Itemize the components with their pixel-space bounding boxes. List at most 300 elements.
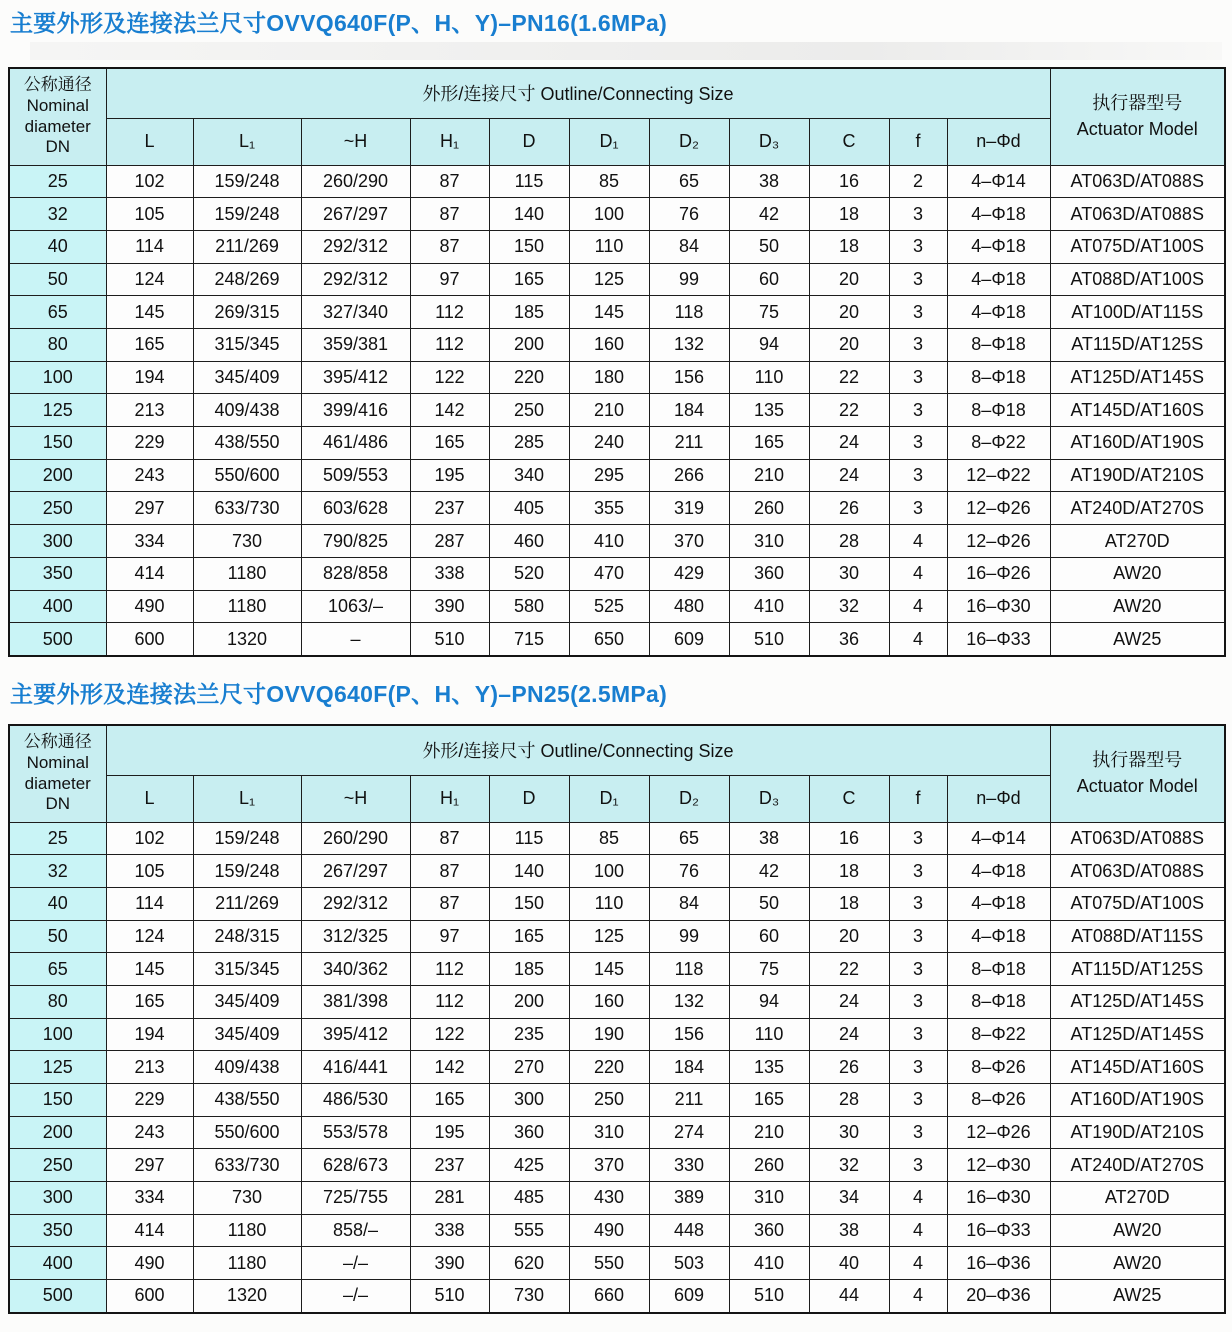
dimension-value-cell: 160	[569, 985, 649, 1018]
dimension-value-cell: 438/550	[193, 427, 301, 460]
dimension-value-cell: 297	[106, 1149, 193, 1182]
dn-value-cell: 100	[9, 361, 106, 394]
dimension-value-cell: 409/438	[193, 394, 301, 427]
dimension-value-cell: 312/325	[301, 920, 410, 953]
dimension-value-cell: 87	[410, 855, 489, 888]
actuator-model-cell: AT063D/AT088S	[1050, 855, 1225, 888]
dimension-value-cell: 490	[106, 590, 193, 623]
table-row	[9, 1280, 1225, 1313]
dimension-value-cell: 24	[809, 427, 889, 460]
actuator-model-cell: AW25	[1050, 623, 1225, 656]
dimension-col-header-6: D₂	[649, 118, 729, 165]
dimension-value-cell: 8–Φ26	[947, 1084, 1050, 1117]
dn-value-cell: 50	[9, 263, 106, 296]
dimension-value-cell: 190	[569, 1018, 649, 1051]
dimension-value-cell: 87	[410, 165, 489, 198]
dimension-value-cell: 509/553	[301, 459, 410, 492]
dimension-value-cell: 145	[106, 296, 193, 329]
actuator-model-cell: AT063D/AT088S	[1050, 165, 1225, 198]
dimension-value-cell: 416/441	[301, 1051, 410, 1084]
actuator-model-cell: AT075D/AT100S	[1050, 887, 1225, 920]
actuator-model-cell: AT063D/AT088S	[1050, 822, 1225, 855]
pn16-dimension-table	[8, 67, 1226, 657]
table-row	[9, 263, 1225, 296]
table-row	[9, 985, 1225, 1018]
actuator-header-line: 执行器型号	[1092, 93, 1183, 114]
dimension-value-cell: 20	[809, 263, 889, 296]
dimension-value-cell: 16–Φ36	[947, 1247, 1050, 1280]
dimension-value-cell: 390	[410, 590, 489, 623]
dimension-value-cell: 75	[729, 953, 809, 986]
dimension-value-cell: 345/409	[193, 361, 301, 394]
dimension-value-cell: 165	[489, 263, 569, 296]
dimension-value-cell: 730	[193, 1182, 301, 1215]
dimension-value-cell: 285	[489, 427, 569, 460]
dimension-value-cell: 24	[809, 985, 889, 1018]
dimension-value-cell: 180	[569, 361, 649, 394]
dimension-value-cell: 460	[489, 525, 569, 558]
dn-value-cell: 100	[9, 1018, 106, 1051]
table-row	[9, 165, 1225, 198]
dimension-value-cell: 165	[410, 1084, 489, 1117]
actuator-model-cell: AT190D/AT210S	[1050, 1116, 1225, 1149]
table-row	[9, 1018, 1225, 1051]
dimension-col-header-10: n–Φd	[947, 118, 1050, 165]
dimension-value-cell: 38	[729, 165, 809, 198]
dimension-value-cell: 20	[809, 329, 889, 362]
dimension-value-cell: 30	[809, 557, 889, 590]
dimension-value-cell: 24	[809, 1018, 889, 1051]
dimension-col-header-9: f	[889, 775, 947, 822]
dimension-value-cell: 297	[106, 492, 193, 525]
dimension-value-cell: 1180	[193, 590, 301, 623]
dimension-value-cell: 4–Φ14	[947, 165, 1050, 198]
dimension-value-cell: 110	[729, 361, 809, 394]
dimension-value-cell: 145	[569, 296, 649, 329]
table-row	[9, 296, 1225, 329]
dimension-value-cell: 8–Φ18	[947, 329, 1050, 362]
dimension-value-cell: 405	[489, 492, 569, 525]
dimension-value-cell: 633/730	[193, 1149, 301, 1182]
pn16-section	[8, 10, 1224, 657]
table-row	[9, 1149, 1225, 1182]
dimension-value-cell: 165	[106, 329, 193, 362]
dimension-value-cell: 390	[410, 1247, 489, 1280]
actuator-model-cell: AT240D/AT270S	[1050, 492, 1225, 525]
dimension-value-cell: 36	[809, 623, 889, 656]
dimension-value-cell: 292/312	[301, 263, 410, 296]
dimension-value-cell: 1180	[193, 557, 301, 590]
actuator-model-cell: AT160D/AT190S	[1050, 1084, 1225, 1117]
pn25-table-title: 主要外形及连接法兰尺寸OVVQ640F(P、H、Y)–PN25(2.5MPa)	[10, 680, 668, 707]
dn-value-cell: 32	[9, 198, 106, 231]
dn-value-cell: 125	[9, 394, 106, 427]
dimension-value-cell: 425	[489, 1149, 569, 1182]
dn-header-line: DN	[45, 794, 71, 814]
dn-header-line: Nominal	[26, 752, 89, 772]
dimension-col-header-2: ~H	[301, 118, 410, 165]
actuator-model-cell: AW25	[1050, 1280, 1225, 1313]
dimension-value-cell: 210	[729, 459, 809, 492]
dimension-value-cell: 503	[649, 1247, 729, 1280]
dn-header-line: diameter	[24, 773, 91, 793]
dimension-value-cell: 18	[809, 855, 889, 888]
dn-value-cell: 300	[9, 1182, 106, 1215]
dimension-value-cell: 3	[889, 822, 947, 855]
dimension-value-cell: 609	[649, 1280, 729, 1313]
dimension-value-cell: 3	[889, 296, 947, 329]
dimension-value-cell: 122	[410, 361, 489, 394]
dimension-value-cell: 3	[889, 492, 947, 525]
dimension-value-cell: 213	[106, 394, 193, 427]
dimension-value-cell: 730	[193, 525, 301, 558]
dimension-value-cell: 65	[649, 165, 729, 198]
dimension-value-cell: 100	[569, 198, 649, 231]
dimension-value-cell: 60	[729, 920, 809, 953]
dimension-value-cell: 345/409	[193, 985, 301, 1018]
dimension-value-cell: 87	[410, 887, 489, 920]
dimension-value-cell: 485	[489, 1182, 569, 1215]
dimension-value-cell: 42	[729, 198, 809, 231]
dimension-value-cell: 50	[729, 887, 809, 920]
dimension-col-header-10: n–Φd	[947, 775, 1050, 822]
actuator-model-cell: AT088D/AT100S	[1050, 263, 1225, 296]
table-row	[9, 920, 1225, 953]
dimension-value-cell: 4–Φ18	[947, 198, 1050, 231]
dn-value-cell: 50	[9, 920, 106, 953]
dimension-value-cell: 165	[410, 427, 489, 460]
dimension-value-cell: 8–Φ22	[947, 427, 1050, 460]
dn-value-cell: 65	[9, 953, 106, 986]
dimension-value-cell: 165	[489, 920, 569, 953]
dimension-value-cell: 102	[106, 822, 193, 855]
dimension-value-cell: 195	[410, 459, 489, 492]
dimension-value-cell: 510	[729, 1280, 809, 1313]
dimension-value-cell: –	[301, 623, 410, 656]
dimension-value-cell: 315/345	[193, 953, 301, 986]
table-row	[9, 887, 1225, 920]
dimension-value-cell: 4–Φ18	[947, 855, 1050, 888]
dn-value-cell: 500	[9, 1280, 106, 1313]
dimension-value-cell: 184	[649, 394, 729, 427]
pn16-table-title: 主要外形及连接法兰尺寸OVVQ640F(P、H、Y)–PN16(1.6MPa)	[10, 10, 668, 36]
dn-value-cell: 250	[9, 492, 106, 525]
dn-header-line: 公称通径	[23, 75, 92, 95]
dimension-value-cell: 4	[889, 557, 947, 590]
dimension-value-cell: 360	[729, 557, 809, 590]
dimension-value-cell: 250	[569, 1084, 649, 1117]
dimension-value-cell: 410	[729, 590, 809, 623]
dimension-value-cell: 20	[809, 296, 889, 329]
dimension-value-cell: 730	[489, 1280, 569, 1313]
dimension-value-cell: 84	[649, 887, 729, 920]
dimension-value-cell: 237	[410, 492, 489, 525]
dimension-value-cell: 99	[649, 263, 729, 296]
dimension-value-cell: 100	[569, 855, 649, 888]
dimension-value-cell: 600	[106, 623, 193, 656]
dn-value-cell: 350	[9, 1214, 106, 1247]
dimension-value-cell: 633/730	[193, 492, 301, 525]
dimension-value-cell: 310	[569, 1116, 649, 1149]
dimension-value-cell: 360	[729, 1214, 809, 1247]
dimension-value-cell: 269/315	[193, 296, 301, 329]
dn-value-cell: 25	[9, 165, 106, 198]
actuator-model-cell: AT160D/AT190S	[1050, 427, 1225, 460]
table-row	[9, 1247, 1225, 1280]
dimension-value-cell: 211	[649, 1084, 729, 1117]
table-row	[9, 1051, 1225, 1084]
actuator-model-cell: AT115D/AT125S	[1050, 953, 1225, 986]
outline-connecting-size-header: 外形/连接尺寸 Outline/Connecting Size	[106, 725, 1050, 776]
dimension-value-cell: 340	[489, 459, 569, 492]
dimension-value-cell: 118	[649, 296, 729, 329]
table-row	[9, 329, 1225, 362]
dimension-value-cell: 3	[889, 920, 947, 953]
dimension-value-cell: 359/381	[301, 329, 410, 362]
dn-header-line: 公称通径	[23, 732, 92, 752]
actuator-model-cell: AT115D/AT125S	[1050, 329, 1225, 362]
actuator-model-cell: AW20	[1050, 557, 1225, 590]
dimension-value-cell: 315/345	[193, 329, 301, 362]
dimension-value-cell: 34	[809, 1182, 889, 1215]
actuator-model-cell: AT125D/AT145S	[1050, 1018, 1225, 1051]
dimension-value-cell: 274	[649, 1116, 729, 1149]
outline-connecting-size-header: 外形/连接尺寸 Outline/Connecting Size	[106, 68, 1050, 119]
dimension-value-cell: 399/416	[301, 394, 410, 427]
dimension-value-cell: 159/248	[193, 198, 301, 231]
dimension-value-cell: 165	[729, 427, 809, 460]
dimension-value-cell: 310	[729, 1182, 809, 1215]
dimension-value-cell: 32	[809, 1149, 889, 1182]
dimension-value-cell: 3	[889, 361, 947, 394]
dimension-value-cell: 12–Φ26	[947, 492, 1050, 525]
dimension-value-cell: 3	[889, 1149, 947, 1182]
dimension-value-cell: 50	[729, 230, 809, 263]
dimension-value-cell: 1063/–	[301, 590, 410, 623]
dimension-value-cell: 26	[809, 492, 889, 525]
dimension-value-cell: 295	[569, 459, 649, 492]
dimension-value-cell: 145	[569, 953, 649, 986]
dn-value-cell: 32	[9, 855, 106, 888]
dimension-col-header-7: D₃	[729, 118, 809, 165]
dimension-value-cell: 112	[410, 953, 489, 986]
dimension-value-cell: 828/858	[301, 557, 410, 590]
actuator-model-cell: AT075D/AT100S	[1050, 230, 1225, 263]
dn-value-cell: 500	[9, 623, 106, 656]
dimension-value-cell: 135	[729, 394, 809, 427]
dimension-value-cell: 580	[489, 590, 569, 623]
dimension-value-cell: 650	[569, 623, 649, 656]
dimension-value-cell: 150	[489, 230, 569, 263]
dimension-value-cell: 87	[410, 822, 489, 855]
dimension-value-cell: 4	[889, 623, 947, 656]
dimension-value-cell: 620	[489, 1247, 569, 1280]
dimension-value-cell: 1320	[193, 1280, 301, 1313]
dn-value-cell: 200	[9, 459, 106, 492]
dimension-col-header-1: L₁	[193, 775, 301, 822]
table-row	[9, 361, 1225, 394]
dimension-value-cell: 486/530	[301, 1084, 410, 1117]
dimension-value-cell: 16	[809, 165, 889, 198]
dimension-value-cell: 281	[410, 1182, 489, 1215]
dimension-value-cell: 115	[489, 165, 569, 198]
dimension-value-cell: 160	[569, 329, 649, 362]
actuator-model-cell: AT063D/AT088S	[1050, 198, 1225, 231]
pn25-section	[8, 681, 1224, 1314]
dimension-value-cell: 414	[106, 1214, 193, 1247]
dimension-value-cell: 480	[649, 590, 729, 623]
dimension-value-cell: 16–Φ33	[947, 623, 1050, 656]
actuator-model-cell: AW20	[1050, 590, 1225, 623]
dimension-value-cell: 250	[489, 394, 569, 427]
dimension-value-cell: 340/362	[301, 953, 410, 986]
dimension-value-cell: 555	[489, 1214, 569, 1247]
dimension-value-cell: 3	[889, 459, 947, 492]
dimension-col-header-5: D₁	[569, 118, 649, 165]
dimension-value-cell: 140	[489, 198, 569, 231]
dimension-value-cell: 125	[569, 263, 649, 296]
dn-value-cell: 400	[9, 590, 106, 623]
actuator-header-line: Actuator Model	[1076, 775, 1198, 796]
dimension-value-cell: 260/290	[301, 822, 410, 855]
dn-header-line: Nominal	[26, 95, 89, 115]
dimension-col-header-7: D₃	[729, 775, 809, 822]
actuator-model-cell: AT125D/AT145S	[1050, 985, 1225, 1018]
dimension-value-cell: 660	[569, 1280, 649, 1313]
dimension-value-cell: 292/312	[301, 230, 410, 263]
dimension-value-cell: 132	[649, 985, 729, 1018]
dimension-value-cell: 112	[410, 985, 489, 1018]
table-row	[9, 492, 1225, 525]
dimension-value-cell: 266	[649, 459, 729, 492]
dimension-col-header-2: ~H	[301, 775, 410, 822]
dimension-value-cell: 550/600	[193, 459, 301, 492]
dimension-value-cell: 150	[489, 887, 569, 920]
dimension-value-cell: 156	[649, 1018, 729, 1051]
dimension-value-cell: 3	[889, 1018, 947, 1051]
table-row	[9, 394, 1225, 427]
dimension-value-cell: 220	[569, 1051, 649, 1084]
dimension-value-cell: 8–Φ22	[947, 1018, 1050, 1051]
dimension-value-cell: 118	[649, 953, 729, 986]
dimension-value-cell: 32	[809, 590, 889, 623]
dimension-value-cell: 94	[729, 985, 809, 1018]
dimension-value-cell: 310	[729, 525, 809, 558]
dimension-value-cell: 267/297	[301, 198, 410, 231]
dimension-value-cell: 4–Φ14	[947, 822, 1050, 855]
dimension-value-cell: 165	[729, 1084, 809, 1117]
dimension-value-cell: 211	[649, 427, 729, 460]
dimension-value-cell: 243	[106, 459, 193, 492]
dn-value-cell: 250	[9, 1149, 106, 1182]
table-row	[9, 1116, 1225, 1149]
dimension-value-cell: 76	[649, 198, 729, 231]
table-row	[9, 1084, 1225, 1117]
dimension-value-cell: 99	[649, 920, 729, 953]
actuator-model-cell: AT125D/AT145S	[1050, 361, 1225, 394]
dimension-value-cell: –/–	[301, 1280, 410, 1313]
dimension-value-cell: 4–Φ18	[947, 920, 1050, 953]
dimension-value-cell: 3	[889, 1116, 947, 1149]
dimension-value-cell: 26	[809, 1051, 889, 1084]
dimension-value-cell: 8–Φ18	[947, 394, 1050, 427]
dn-value-cell: 400	[9, 1247, 106, 1280]
dimension-value-cell: 159/248	[193, 165, 301, 198]
dimension-value-cell: 3	[889, 263, 947, 296]
dn-value-cell: 150	[9, 1084, 106, 1117]
dimension-value-cell: 267/297	[301, 855, 410, 888]
dimension-value-cell: 115	[489, 822, 569, 855]
dimension-col-header-3: H₁	[410, 118, 489, 165]
dimension-value-cell: 327/340	[301, 296, 410, 329]
dimension-value-cell: 334	[106, 525, 193, 558]
dimension-value-cell: 248/269	[193, 263, 301, 296]
dn-value-cell: 125	[9, 1051, 106, 1084]
dimension-value-cell: 338	[410, 557, 489, 590]
dimension-value-cell: 156	[649, 361, 729, 394]
dimension-value-cell: 3	[889, 855, 947, 888]
dimension-value-cell: 414	[106, 557, 193, 590]
dimension-value-cell: 145	[106, 953, 193, 986]
dimension-value-cell: 600	[106, 1280, 193, 1313]
dimension-col-header-0: L	[106, 118, 193, 165]
dimension-value-cell: 725/755	[301, 1182, 410, 1215]
dn-column-header	[9, 725, 106, 823]
dimension-value-cell: 18	[809, 198, 889, 231]
dimension-value-cell: 22	[809, 361, 889, 394]
dimension-value-cell: 3	[889, 1051, 947, 1084]
dimension-value-cell: 858/–	[301, 1214, 410, 1247]
table-row	[9, 623, 1225, 656]
table-row	[9, 230, 1225, 263]
dimension-value-cell: 525	[569, 590, 649, 623]
dimension-value-cell: 124	[106, 920, 193, 953]
dimension-value-cell: 389	[649, 1182, 729, 1215]
actuator-model-header	[1050, 68, 1225, 166]
actuator-model-cell: AT145D/AT160S	[1050, 394, 1225, 427]
dimension-value-cell: 330	[649, 1149, 729, 1182]
dimension-value-cell: 60	[729, 263, 809, 296]
table-row	[9, 459, 1225, 492]
dimension-value-cell: 4	[889, 1280, 947, 1313]
header-row-dimensions	[9, 118, 1225, 165]
dimension-value-cell: 260	[729, 492, 809, 525]
dimension-value-cell: 87	[410, 230, 489, 263]
dimension-value-cell: 85	[569, 822, 649, 855]
dn-value-cell: 80	[9, 985, 106, 1018]
dimension-value-cell: 22	[809, 953, 889, 986]
dimension-value-cell: 16–Φ30	[947, 1182, 1050, 1215]
dimension-value-cell: 20–Φ36	[947, 1280, 1050, 1313]
dimension-value-cell: 18	[809, 230, 889, 263]
dimension-value-cell: 200	[489, 985, 569, 1018]
dimension-value-cell: 438/550	[193, 1084, 301, 1117]
dimension-value-cell: 140	[489, 855, 569, 888]
actuator-header-line: 执行器型号	[1092, 750, 1183, 771]
dimension-value-cell: 125	[569, 920, 649, 953]
dimension-value-cell: 448	[649, 1214, 729, 1247]
dimension-col-header-3: H₁	[410, 775, 489, 822]
dimension-value-cell: 3	[889, 985, 947, 1018]
dimension-value-cell: 110	[569, 887, 649, 920]
dimension-value-cell: 490	[106, 1247, 193, 1280]
dimension-value-cell: 461/486	[301, 427, 410, 460]
dimension-value-cell: 16	[809, 822, 889, 855]
dimension-value-cell: 112	[410, 296, 489, 329]
dimension-value-cell: 395/412	[301, 361, 410, 394]
dimension-value-cell: 135	[729, 1051, 809, 1084]
dimension-value-cell: 287	[410, 525, 489, 558]
